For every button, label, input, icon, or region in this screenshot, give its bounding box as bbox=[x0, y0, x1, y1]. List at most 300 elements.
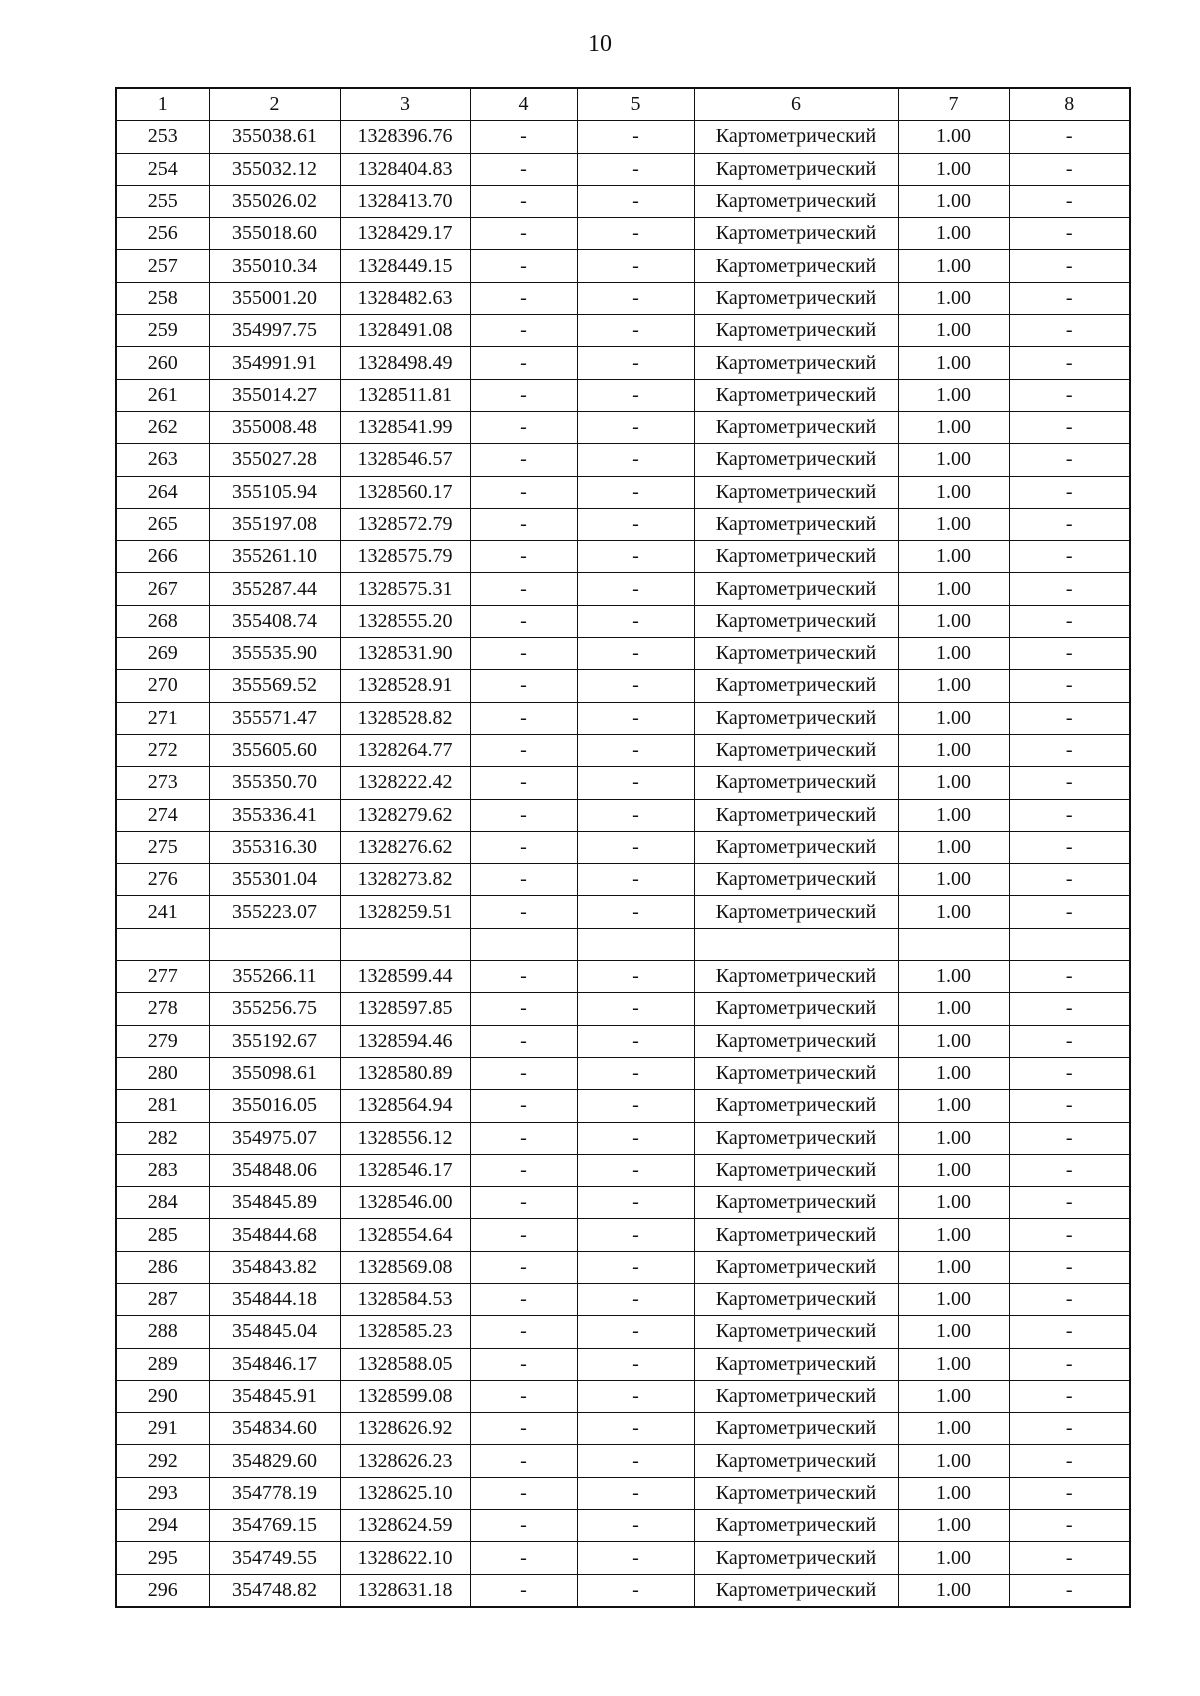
table-row bbox=[116, 1413, 1130, 1445]
table-cell: Картометрический bbox=[694, 1477, 898, 1509]
table-cell: - bbox=[470, 1251, 577, 1283]
table-cell: 1328264.77 bbox=[340, 734, 470, 766]
table-row bbox=[116, 767, 1130, 799]
table-row bbox=[116, 1090, 1130, 1122]
table-cell: Картометрический bbox=[694, 476, 898, 508]
table-cell: 355197.08 bbox=[209, 508, 340, 540]
table-cell: - bbox=[470, 218, 577, 250]
table-cell: 355098.61 bbox=[209, 1057, 340, 1089]
table-row bbox=[116, 1542, 1130, 1574]
table-cell: 292 bbox=[116, 1445, 209, 1477]
table-cell: 282 bbox=[116, 1122, 209, 1154]
table-cell: - bbox=[1009, 1251, 1130, 1283]
table-cell: - bbox=[1009, 1090, 1130, 1122]
table-cell: 355223.07 bbox=[209, 896, 340, 928]
table-cell: Картометрический bbox=[694, 573, 898, 605]
table-cell: - bbox=[470, 282, 577, 314]
table-cell: 1328498.49 bbox=[340, 347, 470, 379]
table-cell: - bbox=[1009, 1025, 1130, 1057]
table-cell: - bbox=[1009, 121, 1130, 153]
table-cell: 1.00 bbox=[898, 831, 1009, 863]
table-cell: 1328556.12 bbox=[340, 1122, 470, 1154]
table-cell: 354975.07 bbox=[209, 1122, 340, 1154]
table-cell: - bbox=[470, 1380, 577, 1412]
table-cell: - bbox=[470, 1187, 577, 1219]
table-row bbox=[116, 670, 1130, 702]
table-cell: 354845.04 bbox=[209, 1316, 340, 1348]
table-cell: 1.00 bbox=[898, 1090, 1009, 1122]
table-cell: 293 bbox=[116, 1477, 209, 1509]
table-cell: - bbox=[1009, 1348, 1130, 1380]
table-cell: Картометрический bbox=[694, 767, 898, 799]
table-cell: - bbox=[470, 1057, 577, 1089]
table-cell: 1.00 bbox=[898, 508, 1009, 540]
table-cell: 241 bbox=[116, 896, 209, 928]
table-cell: 355105.94 bbox=[209, 476, 340, 508]
table-cell: - bbox=[470, 1348, 577, 1380]
table-cell: - bbox=[1009, 476, 1130, 508]
table-cell: - bbox=[577, 767, 694, 799]
table-cell: 354778.19 bbox=[209, 1477, 340, 1509]
table-cell: - bbox=[1009, 185, 1130, 217]
table-cell: - bbox=[1009, 153, 1130, 185]
table-cell: 1.00 bbox=[898, 605, 1009, 637]
table-cell: 1.00 bbox=[898, 670, 1009, 702]
table-cell: Картометрический bbox=[694, 411, 898, 443]
table-cell: - bbox=[577, 1574, 694, 1607]
table-cell: - bbox=[470, 1219, 577, 1251]
table-cell: - bbox=[1009, 1283, 1130, 1315]
table-row bbox=[116, 734, 1130, 766]
table-cell: - bbox=[470, 476, 577, 508]
table-row bbox=[116, 153, 1130, 185]
table-cell: 283 bbox=[116, 1154, 209, 1186]
table-cell: 1.00 bbox=[898, 1316, 1009, 1348]
table-cell: 355256.75 bbox=[209, 993, 340, 1025]
table-cell: 269 bbox=[116, 638, 209, 670]
table-cell: - bbox=[1009, 864, 1130, 896]
table-cell: 265 bbox=[116, 508, 209, 540]
table-cell: - bbox=[577, 896, 694, 928]
table-cell: - bbox=[577, 315, 694, 347]
table-cell: - bbox=[577, 573, 694, 605]
table-row bbox=[116, 638, 1130, 670]
table-cell: 1.00 bbox=[898, 1154, 1009, 1186]
table-cell: 355571.47 bbox=[209, 702, 340, 734]
table-cell: 355014.27 bbox=[209, 379, 340, 411]
table-cell bbox=[694, 928, 898, 960]
table-cell: 261 bbox=[116, 379, 209, 411]
table-cell: - bbox=[577, 1187, 694, 1219]
table-cell: 1.00 bbox=[898, 153, 1009, 185]
table-cell: - bbox=[1009, 961, 1130, 993]
table-cell: 273 bbox=[116, 767, 209, 799]
table-cell: 263 bbox=[116, 444, 209, 476]
header-cell: 2 bbox=[209, 88, 340, 121]
table-row bbox=[116, 1219, 1130, 1251]
table-cell: 355301.04 bbox=[209, 864, 340, 896]
table-cell: - bbox=[577, 1380, 694, 1412]
table-cell: 1.00 bbox=[898, 1057, 1009, 1089]
table-cell: - bbox=[470, 1154, 577, 1186]
table-cell: - bbox=[1009, 1477, 1130, 1509]
table-cell: - bbox=[1009, 508, 1130, 540]
table-cell: 277 bbox=[116, 961, 209, 993]
table-cell: - bbox=[1009, 1413, 1130, 1445]
table-row bbox=[116, 1316, 1130, 1348]
table-cell: 355192.67 bbox=[209, 1025, 340, 1057]
table-cell: Картометрический bbox=[694, 1542, 898, 1574]
table-cell: - bbox=[577, 1090, 694, 1122]
table-cell: 355535.90 bbox=[209, 638, 340, 670]
table-cell: 355408.74 bbox=[209, 605, 340, 637]
table-cell bbox=[116, 928, 209, 960]
table-cell: - bbox=[577, 476, 694, 508]
table-cell: 289 bbox=[116, 1348, 209, 1380]
table-cell: - bbox=[577, 444, 694, 476]
table-cell: 1328572.79 bbox=[340, 508, 470, 540]
table-row bbox=[116, 476, 1130, 508]
table-cell: - bbox=[1009, 282, 1130, 314]
table-cell: 1328531.90 bbox=[340, 638, 470, 670]
table-cell: - bbox=[577, 379, 694, 411]
table-cell: 354997.75 bbox=[209, 315, 340, 347]
table-cell: 1328276.62 bbox=[340, 831, 470, 863]
table-cell: 295 bbox=[116, 1542, 209, 1574]
table-cell: 355569.52 bbox=[209, 670, 340, 702]
table-cell: - bbox=[577, 864, 694, 896]
table-row bbox=[116, 864, 1130, 896]
table-cell: Картометрический bbox=[694, 799, 898, 831]
table-cell: - bbox=[470, 379, 577, 411]
table-cell: Картометрический bbox=[694, 1219, 898, 1251]
table-cell: 1.00 bbox=[898, 961, 1009, 993]
table-row bbox=[116, 1283, 1130, 1315]
table-cell: 286 bbox=[116, 1251, 209, 1283]
table-cell bbox=[577, 928, 694, 960]
table-cell: - bbox=[577, 638, 694, 670]
table-cell: - bbox=[577, 347, 694, 379]
table-cell: 1.00 bbox=[898, 702, 1009, 734]
table-cell: 1328597.85 bbox=[340, 993, 470, 1025]
table-cell: Картометрический bbox=[694, 1413, 898, 1445]
table-cell: 354769.15 bbox=[209, 1510, 340, 1542]
table-cell: Картометрический bbox=[694, 1187, 898, 1219]
table-cell: - bbox=[470, 993, 577, 1025]
table-cell: 1328599.08 bbox=[340, 1380, 470, 1412]
table-row bbox=[116, 218, 1130, 250]
table-cell: 1.00 bbox=[898, 1025, 1009, 1057]
table-cell: 1328546.57 bbox=[340, 444, 470, 476]
table-cell: 1.00 bbox=[898, 282, 1009, 314]
table-cell: 254 bbox=[116, 153, 209, 185]
table-cell: Картометрический bbox=[694, 831, 898, 863]
table-cell: 1.00 bbox=[898, 799, 1009, 831]
table-cell: 355018.60 bbox=[209, 218, 340, 250]
table-cell: - bbox=[470, 767, 577, 799]
table-cell: Картометрический bbox=[694, 605, 898, 637]
table-cell: 272 bbox=[116, 734, 209, 766]
table-cell: 1.00 bbox=[898, 1122, 1009, 1154]
table-cell: Картометрический bbox=[694, 1348, 898, 1380]
table-cell: - bbox=[470, 1574, 577, 1607]
table-cell: Картометрический bbox=[694, 1251, 898, 1283]
table-cell: 354748.82 bbox=[209, 1574, 340, 1607]
table-cell: 279 bbox=[116, 1025, 209, 1057]
table-cell: - bbox=[577, 1122, 694, 1154]
table-cell: 1328588.05 bbox=[340, 1348, 470, 1380]
table-cell: Картометрический bbox=[694, 1090, 898, 1122]
table-cell: 284 bbox=[116, 1187, 209, 1219]
table-cell: 355266.11 bbox=[209, 961, 340, 993]
table-cell: 1.00 bbox=[898, 1574, 1009, 1607]
table-cell: - bbox=[470, 799, 577, 831]
table-cell: 1.00 bbox=[898, 1380, 1009, 1412]
table-cell: 270 bbox=[116, 670, 209, 702]
table-cell: 1328564.94 bbox=[340, 1090, 470, 1122]
table-cell: Картометрический bbox=[694, 1445, 898, 1477]
table-row bbox=[116, 379, 1130, 411]
table-cell: - bbox=[1009, 1574, 1130, 1607]
table-cell: - bbox=[577, 1510, 694, 1542]
table-cell: - bbox=[470, 638, 577, 670]
table-cell: 1.00 bbox=[898, 121, 1009, 153]
table-cell: - bbox=[577, 508, 694, 540]
table-cell: Картометрический bbox=[694, 1025, 898, 1057]
table-cell: 354749.55 bbox=[209, 1542, 340, 1574]
table-cell: - bbox=[470, 831, 577, 863]
table-cell: 1.00 bbox=[898, 1219, 1009, 1251]
table-cell: - bbox=[577, 1542, 694, 1574]
table-row bbox=[116, 347, 1130, 379]
table-cell: 1328631.18 bbox=[340, 1574, 470, 1607]
table-cell: 354845.91 bbox=[209, 1380, 340, 1412]
table-row bbox=[116, 282, 1130, 314]
table-cell: 288 bbox=[116, 1316, 209, 1348]
table-cell: 355027.28 bbox=[209, 444, 340, 476]
table-cell: 355032.12 bbox=[209, 153, 340, 185]
table-cell: - bbox=[1009, 767, 1130, 799]
table-row bbox=[116, 1348, 1130, 1380]
table-cell: - bbox=[577, 541, 694, 573]
table-cell: - bbox=[577, 218, 694, 250]
table-cell: 1328599.44 bbox=[340, 961, 470, 993]
table-cell: 1.00 bbox=[898, 767, 1009, 799]
table-cell: - bbox=[470, 508, 577, 540]
table-cell: - bbox=[1009, 993, 1130, 1025]
table-cell: - bbox=[1009, 670, 1130, 702]
table-row bbox=[116, 1380, 1130, 1412]
table-cell: 354846.17 bbox=[209, 1348, 340, 1380]
table-cell: Картометрический bbox=[694, 1057, 898, 1089]
table-cell: - bbox=[577, 1219, 694, 1251]
table-cell: 253 bbox=[116, 121, 209, 153]
table-cell: 354834.60 bbox=[209, 1413, 340, 1445]
table-cell: 1328554.64 bbox=[340, 1219, 470, 1251]
table-cell: 258 bbox=[116, 282, 209, 314]
table-cell: - bbox=[577, 1316, 694, 1348]
table-cell: 1328560.17 bbox=[340, 476, 470, 508]
table-cell: 354844.18 bbox=[209, 1283, 340, 1315]
table-cell: 1328449.15 bbox=[340, 250, 470, 282]
table-cell: 1.00 bbox=[898, 1348, 1009, 1380]
table-row bbox=[116, 411, 1130, 443]
table-cell: - bbox=[577, 734, 694, 766]
table-cell: 1328626.92 bbox=[340, 1413, 470, 1445]
table-cell: 275 bbox=[116, 831, 209, 863]
table-cell: - bbox=[470, 1510, 577, 1542]
table-cell: - bbox=[470, 1413, 577, 1445]
table-cell: - bbox=[470, 444, 577, 476]
header-cell: 1 bbox=[116, 88, 209, 121]
table-cell: 354848.06 bbox=[209, 1154, 340, 1186]
table-cell: 271 bbox=[116, 702, 209, 734]
table-cell: Картометрический bbox=[694, 1510, 898, 1542]
table-cell: Картометрический bbox=[694, 185, 898, 217]
table-cell: Картометрический bbox=[694, 218, 898, 250]
table-cell bbox=[470, 928, 577, 960]
table-cell: 1328404.83 bbox=[340, 153, 470, 185]
header-cell: 4 bbox=[470, 88, 577, 121]
table-cell: 1328222.42 bbox=[340, 767, 470, 799]
table-cell: 355316.30 bbox=[209, 831, 340, 863]
table-cell: 1.00 bbox=[898, 444, 1009, 476]
table-cell: - bbox=[470, 1477, 577, 1509]
table-cell: Картометрический bbox=[694, 961, 898, 993]
table-cell: - bbox=[470, 153, 577, 185]
table-cell: 354844.68 bbox=[209, 1219, 340, 1251]
table-cell bbox=[1009, 928, 1130, 960]
table-cell: - bbox=[1009, 1122, 1130, 1154]
table-body bbox=[116, 121, 1130, 1607]
table-cell: - bbox=[577, 831, 694, 863]
table-cell: 268 bbox=[116, 605, 209, 637]
table-cell: 1328413.70 bbox=[340, 185, 470, 217]
table-cell: - bbox=[470, 1122, 577, 1154]
table-cell: 355350.70 bbox=[209, 767, 340, 799]
table-cell: Картометрический bbox=[694, 702, 898, 734]
table-cell: 296 bbox=[116, 1574, 209, 1607]
table-cell: - bbox=[577, 1283, 694, 1315]
table-row bbox=[116, 1574, 1130, 1607]
table-cell: 266 bbox=[116, 541, 209, 573]
table-cell: 257 bbox=[116, 250, 209, 282]
table-cell: Картометрический bbox=[694, 896, 898, 928]
table-row bbox=[116, 1154, 1130, 1186]
table-cell: 1.00 bbox=[898, 573, 1009, 605]
table-cell: 1.00 bbox=[898, 993, 1009, 1025]
table-cell: 1.00 bbox=[898, 250, 1009, 282]
table-cell: 1328528.82 bbox=[340, 702, 470, 734]
table-cell: Картометрический bbox=[694, 1154, 898, 1186]
table-cell: - bbox=[470, 864, 577, 896]
table-cell: - bbox=[1009, 379, 1130, 411]
table-cell: Картометрический bbox=[694, 1283, 898, 1315]
table-cell: 355016.05 bbox=[209, 1090, 340, 1122]
table-cell: 1.00 bbox=[898, 411, 1009, 443]
table-cell: Картометрический bbox=[694, 670, 898, 702]
table-row bbox=[116, 605, 1130, 637]
table-cell: 291 bbox=[116, 1413, 209, 1445]
table-cell: 280 bbox=[116, 1057, 209, 1089]
table-cell: - bbox=[470, 573, 577, 605]
table-row bbox=[116, 185, 1130, 217]
table-cell: - bbox=[470, 315, 577, 347]
table-row bbox=[116, 961, 1130, 993]
table-row bbox=[116, 831, 1130, 863]
table-cell: 1.00 bbox=[898, 379, 1009, 411]
table-row bbox=[116, 541, 1130, 573]
table-cell: - bbox=[1009, 1057, 1130, 1089]
table-header-row bbox=[116, 88, 1130, 121]
table-cell: 1.00 bbox=[898, 638, 1009, 670]
table-cell: 1.00 bbox=[898, 1283, 1009, 1315]
table-row bbox=[116, 1187, 1130, 1219]
table-cell: 355008.48 bbox=[209, 411, 340, 443]
table-cell: 1.00 bbox=[898, 1187, 1009, 1219]
table-cell: 1.00 bbox=[898, 185, 1009, 217]
table-cell: 1328491.08 bbox=[340, 315, 470, 347]
table-cell: - bbox=[1009, 1316, 1130, 1348]
table-cell: Картометрический bbox=[694, 993, 898, 1025]
table-cell: - bbox=[577, 1251, 694, 1283]
table-cell: - bbox=[1009, 541, 1130, 573]
table-cell: 1328429.17 bbox=[340, 218, 470, 250]
table-cell: 1328396.76 bbox=[340, 121, 470, 153]
table-cell: - bbox=[1009, 1187, 1130, 1219]
table-cell: 278 bbox=[116, 993, 209, 1025]
table-row bbox=[116, 508, 1130, 540]
table-cell: Картометрический bbox=[694, 347, 898, 379]
table-cell: 285 bbox=[116, 1219, 209, 1251]
header-cell: 7 bbox=[898, 88, 1009, 121]
table-cell: - bbox=[470, 605, 577, 637]
table-cell: 276 bbox=[116, 864, 209, 896]
table-cell: - bbox=[470, 670, 577, 702]
table-cell: 1328569.08 bbox=[340, 1251, 470, 1283]
table-cell: 1328625.10 bbox=[340, 1477, 470, 1509]
table-cell: 1328555.20 bbox=[340, 605, 470, 637]
table-cell: 1.00 bbox=[898, 1251, 1009, 1283]
table-cell: - bbox=[470, 734, 577, 766]
table-cell: 1328622.10 bbox=[340, 1542, 470, 1574]
table-cell: 1328482.63 bbox=[340, 282, 470, 314]
table-cell: - bbox=[1009, 411, 1130, 443]
table-cell: 354843.82 bbox=[209, 1251, 340, 1283]
header-cell: 5 bbox=[577, 88, 694, 121]
table-row bbox=[116, 121, 1130, 153]
coordinates-table bbox=[115, 87, 1131, 1608]
table-row bbox=[116, 1445, 1130, 1477]
table-cell: Картометрический bbox=[694, 1574, 898, 1607]
table-cell: - bbox=[1009, 734, 1130, 766]
table-cell: - bbox=[1009, 444, 1130, 476]
table-cell: - bbox=[470, 185, 577, 217]
table-cell: 355336.41 bbox=[209, 799, 340, 831]
table-cell: Картометрический bbox=[694, 153, 898, 185]
table-cell: - bbox=[577, 1057, 694, 1089]
table-cell: - bbox=[1009, 1445, 1130, 1477]
table-cell: 355010.34 bbox=[209, 250, 340, 282]
table-cell: - bbox=[1009, 250, 1130, 282]
table-row bbox=[116, 1057, 1130, 1089]
table-cell: - bbox=[470, 896, 577, 928]
table-cell: - bbox=[470, 250, 577, 282]
table-cell: - bbox=[470, 1283, 577, 1315]
header-cell: 3 bbox=[340, 88, 470, 121]
table-row bbox=[116, 896, 1130, 928]
table-cell: - bbox=[470, 1316, 577, 1348]
